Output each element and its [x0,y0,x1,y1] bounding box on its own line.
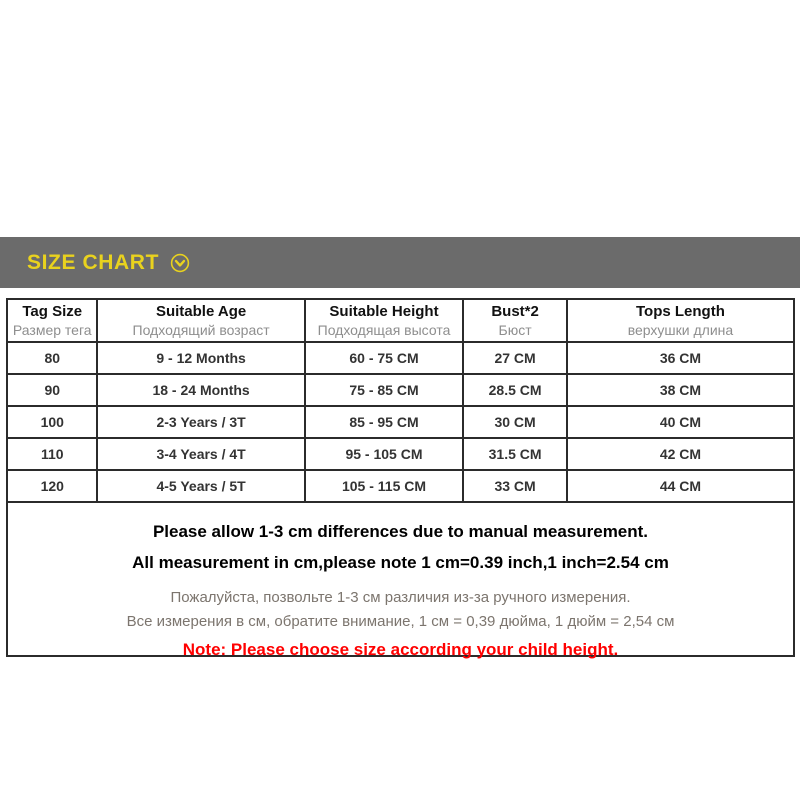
table-row-size-110 [8,438,793,470]
size-chart-box [6,298,795,657]
cell-bust: 30 CM [463,406,567,438]
note-ru-line2: Все измерения в см, обратите внимание, 1 см = 0,39 дюйма, 1 дюйм = 2,54 см [126,613,675,630]
cell-tops-length: 38 CM [567,374,793,406]
cell-height: 85 - 95 CM [305,406,464,438]
cell-age: 3-4 Years / 4T [97,438,304,470]
column-header-suitable-height [305,300,464,342]
column-header-tops-length [567,300,793,342]
column-header-ru: Подходящий возраст [132,322,270,338]
table-row-size-80 [8,342,793,374]
cell-bust: 31.5 CM [463,438,567,470]
note-en-line2: All measurement in cm,please note 1 cm=0.39 inch,1 inch=2.54 cm [132,553,669,572]
cell-tops-length: 42 CM [567,438,793,470]
cell-tag-size: 80 [8,342,97,374]
column-header-ru: верхушки длина [627,322,734,338]
cell-tops-length: 36 CM [567,342,793,374]
column-header-tag-size [8,300,97,342]
cell-tag-size: 120 [8,470,97,502]
table-row-size-90 [8,374,793,406]
column-header-en: Suitable Height [329,303,439,320]
measurement-notes [8,503,793,660]
column-header-ru: Бюст [498,322,532,338]
note-en-line1: Please allow 1-3 cm differences due to manual measurement. [152,522,649,541]
cell-height: 75 - 85 CM [305,374,464,406]
cell-bust: 27 CM [463,342,567,374]
cell-age: 9 - 12 Months [97,342,304,374]
cell-age: 4-5 Years / 5T [97,470,304,502]
column-header-en: Bust*2 [491,303,539,320]
cell-bust: 33 CM [463,470,567,502]
cell-tag-size: 100 [8,406,97,438]
note-ru-line1: Пожалуйста, позвольте 1-3 см различия из-за ручного измерения. [170,589,631,606]
table-row-size-120 [8,470,793,502]
column-header-suitable-age [97,300,304,342]
note-warning: Note: Please choose size according your child height. [182,640,619,659]
column-header-en: Tops Length [636,303,725,320]
cell-tag-size: 90 [8,374,97,406]
chevron-down-circle-icon [170,253,190,273]
column-header-bust [463,300,567,342]
size-table-header-row [8,300,793,342]
cell-height: 60 - 75 CM [305,342,464,374]
column-header-en: Suitable Age [155,303,247,320]
size-chart-header-bar [0,237,800,288]
cell-tops-length: 40 CM [567,406,793,438]
column-header-en: Tag Size [22,303,83,320]
size-chart-title: SIZE CHART [27,250,159,274]
cell-tops-length: 44 CM [567,470,793,502]
column-header-ru: Подходящая высота [317,322,451,338]
size-table [8,300,793,503]
cell-age: 18 - 24 Months [97,374,304,406]
cell-height: 95 - 105 CM [305,438,464,470]
column-header-ru: Размер тега [12,322,92,338]
cell-age: 2-3 Years / 3T [97,406,304,438]
cell-bust: 28.5 CM [463,374,567,406]
cell-tag-size: 110 [8,438,97,470]
cell-height: 105 - 115 CM [305,470,464,502]
table-row-size-100 [8,406,793,438]
